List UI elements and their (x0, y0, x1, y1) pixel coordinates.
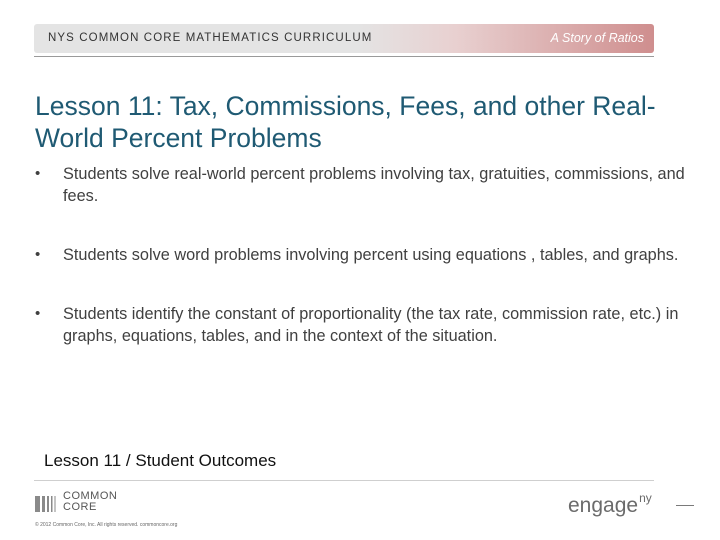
bullet-icon: • (35, 246, 41, 263)
bullet-icon: • (35, 305, 41, 322)
student-outcomes-label: Lesson 11 / Student Outcomes (44, 451, 277, 470)
header-divider (34, 56, 654, 57)
outcome-bullet-list (35, 163, 695, 347)
footer-divider (34, 480, 654, 481)
bullet-item (35, 303, 695, 347)
story-label: A Story of Ratios (550, 31, 644, 45)
copyright-text: © 2012 Common Core, Inc. All rights reserved. commoncore.org (35, 522, 178, 528)
slide-edge-dash (676, 505, 694, 506)
bullet-icon: • (35, 165, 41, 182)
engageny-logo (568, 491, 652, 518)
lesson-title: Lesson 11: Tax, Commissions, Fees, and other Real-World Percent Problems (35, 91, 656, 153)
common-core-logo-icon (35, 494, 63, 514)
engage-word: engage (568, 494, 639, 517)
ny-superscript: ny (639, 491, 652, 505)
bullet-text: Students identify the constant of proportionality (the tax rate, commission rate, etc.) in graphs, equations, tables, and in the context of the situation. (63, 305, 679, 345)
bullet-text: Students solve word problems involving percent using equations , tables, and graphs. (63, 246, 679, 264)
bullet-text: Students solve real-world percent problems involving tax, gratuities, commissions, and fees. (63, 165, 685, 205)
curriculum-label: NYS COMMON CORE MATHEMATICS CURRICULUM (48, 32, 373, 44)
bullet-item (35, 163, 695, 207)
bullet-item (35, 244, 695, 266)
header-bar (34, 24, 654, 53)
common-core-line: COMMON (63, 490, 118, 502)
common-core-line: CORE (63, 501, 97, 513)
common-core-wordmark (63, 491, 117, 513)
